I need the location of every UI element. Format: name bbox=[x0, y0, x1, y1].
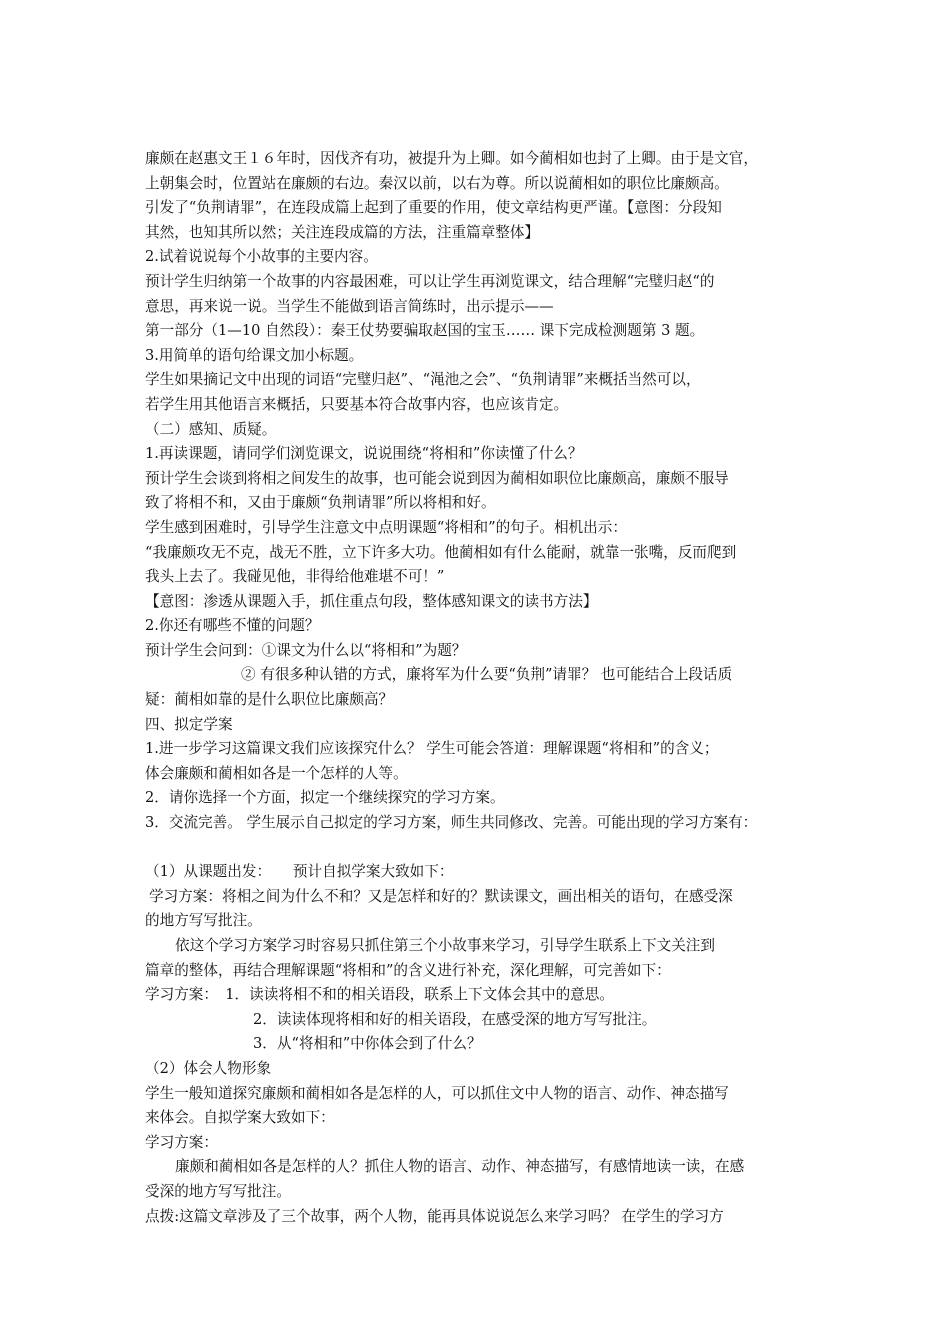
text-line: 廉颇在赵惠文王１６年时，因伐齐有功，被提升为上卿。如今蔺相如也封了上卿。由于是文官， bbox=[145, 150, 758, 167]
text-line: 体会廉颇和蔺相如各是一个怎样的人等。 bbox=[145, 764, 408, 782]
text-line: 篇章的整体，再结合理解课题“将相和”的含义进行补充，深化理解，可完善如下： bbox=[145, 961, 671, 979]
text-line: 依这个学习方案学习时容易只抓住第三个小故事来学习，引导学生联系上下文关注到 bbox=[175, 937, 715, 954]
text-line: 预计学生会问到：①课文为什么以“将相和”为题？ bbox=[145, 641, 467, 659]
text-line: 学生一般知道探究廉颇和蔺相如各是怎样的人，可以抓住文中人物的语言、动作、神态描写 bbox=[145, 1084, 729, 1102]
text-line: 致了将相不和，又由于廉颇“负荆请罪”所以将相和好。 bbox=[145, 494, 496, 512]
quote-line: “我廉颇攻无不克，战无不胜，立下许多大功。他蔺相如有什么能耐，就靠一张嘴，反而爬到 bbox=[145, 543, 737, 561]
text-line: 3.用简单的语句给课文加小标题。 bbox=[145, 346, 364, 364]
text-line: 3．从“将相和”中你体会到了什么？ bbox=[253, 1035, 482, 1053]
text-line: 2．读读体现将相和好的相关语段，在感受深的地方写写批注。 bbox=[253, 1010, 657, 1028]
text-line: 上朝集会时，位置站在廉颇的右边。秦汉以前，以右为尊。所以说蔺相如的职位比廉颇高。 bbox=[145, 174, 729, 192]
text-line: 学习方案： bbox=[145, 1133, 218, 1151]
text-line: （1）从课题出发： 预计自拟学案大致如下： bbox=[145, 863, 454, 881]
text-line: 意思，再来说一说。当学生不能做到语言简练时，出示提示—— bbox=[145, 297, 554, 315]
text-line: 引发了“负荆请罪”，在连段成篇上起到了重要的作用，使文章结构更严谨。【意图：分段知 bbox=[145, 199, 722, 217]
text-line: 学习方案： 1．读读将相不和的相关语段，联系上下文体会其中的意思。 bbox=[145, 986, 614, 1004]
text-line: 2.试着说说每个小故事的主要内容。 bbox=[145, 248, 378, 266]
text-line: 受深的地方写写批注。 bbox=[145, 1182, 291, 1200]
text-line: 预计学生会谈到将相之间发生的故事，也可能会说到因为蔺相如职位比廉颇高，廉颇不服导 bbox=[145, 469, 729, 487]
text-line: 学生感到困难时，引导学生注意文中点明课题“将相和”的句子。相机出示： bbox=[145, 518, 627, 536]
text-line: 第一部分（1—10 自然段）：秦王仗势要骗取赵国的宝玉…… 课下完成检测题第 3 题。 bbox=[145, 322, 705, 340]
text-line: 来体会。自拟学案大致如下： bbox=[145, 1109, 335, 1127]
section-heading: （二）感知、质疑。 bbox=[145, 420, 277, 438]
text-line: 若学生用其他语言来概括，只要基本符合故事内容，也应该肯定。 bbox=[145, 395, 569, 413]
text-line: 2.你还有哪些不懂的问题？ bbox=[145, 617, 320, 635]
text-line: 学生如果摘记文中出现的词语“完璧归赵”、“渑池之会”、“负荆请罪”来概括当然可以， bbox=[145, 371, 701, 389]
text-line: 2．请你选择一个方面，拟定一个继续探究的学习方案。 bbox=[145, 789, 505, 807]
text-line: ② 有很多种认错的方式，廉将军为什么要“负荆”请罪？ 也可能结合上段话质 bbox=[241, 666, 733, 684]
text-line: 1.进一步学习这篇课文我们应该探究什么？ 学生可能会答道：理解课题“将相和”的含义； bbox=[145, 740, 719, 758]
text-line: 学习方案：将相之间为什么不和？又是怎样和好的？默读课文，画出相关的语句，在感受深 bbox=[149, 887, 733, 905]
text-line: 1.再读课题，请同学们浏览课文，说说围绕“将相和”你读懂了什么？ bbox=[145, 445, 583, 463]
quote-line: 我头上去了。我碰见他，非得给他难堪不可！” bbox=[145, 568, 445, 586]
text-line: 3．交流完善。 学生展示自己拟定的学习方案，师生共同修改、完善。可能出现的学习方案有： bbox=[145, 814, 758, 832]
text-line: 廉颇和蔺相如各是怎样的人？抓住人物的语言、动作、神态描写，有感情地读一读，在感 bbox=[175, 1158, 745, 1176]
text-line: 其然，也知其所以然；关注连段成篇的方法，注重篇章整体】 bbox=[145, 223, 540, 241]
document-page bbox=[145, 147, 825, 1229]
text-line: 点拨:这篇文章涉及了三个故事，两个人物，能再具体说说怎么来学习吗？ 在学生的学习方 bbox=[145, 1207, 724, 1225]
section-heading: 四、拟定学案 bbox=[145, 715, 233, 733]
blank-line bbox=[145, 836, 825, 861]
section-heading: （2）体会人物形象 bbox=[145, 1059, 272, 1077]
text-line: 预计学生归纳第一个故事的内容最困难，可以让学生再浏览课文，结合理解“完璧归赵“的 bbox=[145, 272, 715, 290]
text-line: 的地方写写批注。 bbox=[145, 912, 262, 930]
text-line: 疑：蔺相如靠的是什么职位比廉颇高？ bbox=[145, 691, 394, 709]
text-line: 【意图：渗透从课题入手，抓住重点句段，整体感知课文的读书方法】 bbox=[145, 592, 598, 610]
